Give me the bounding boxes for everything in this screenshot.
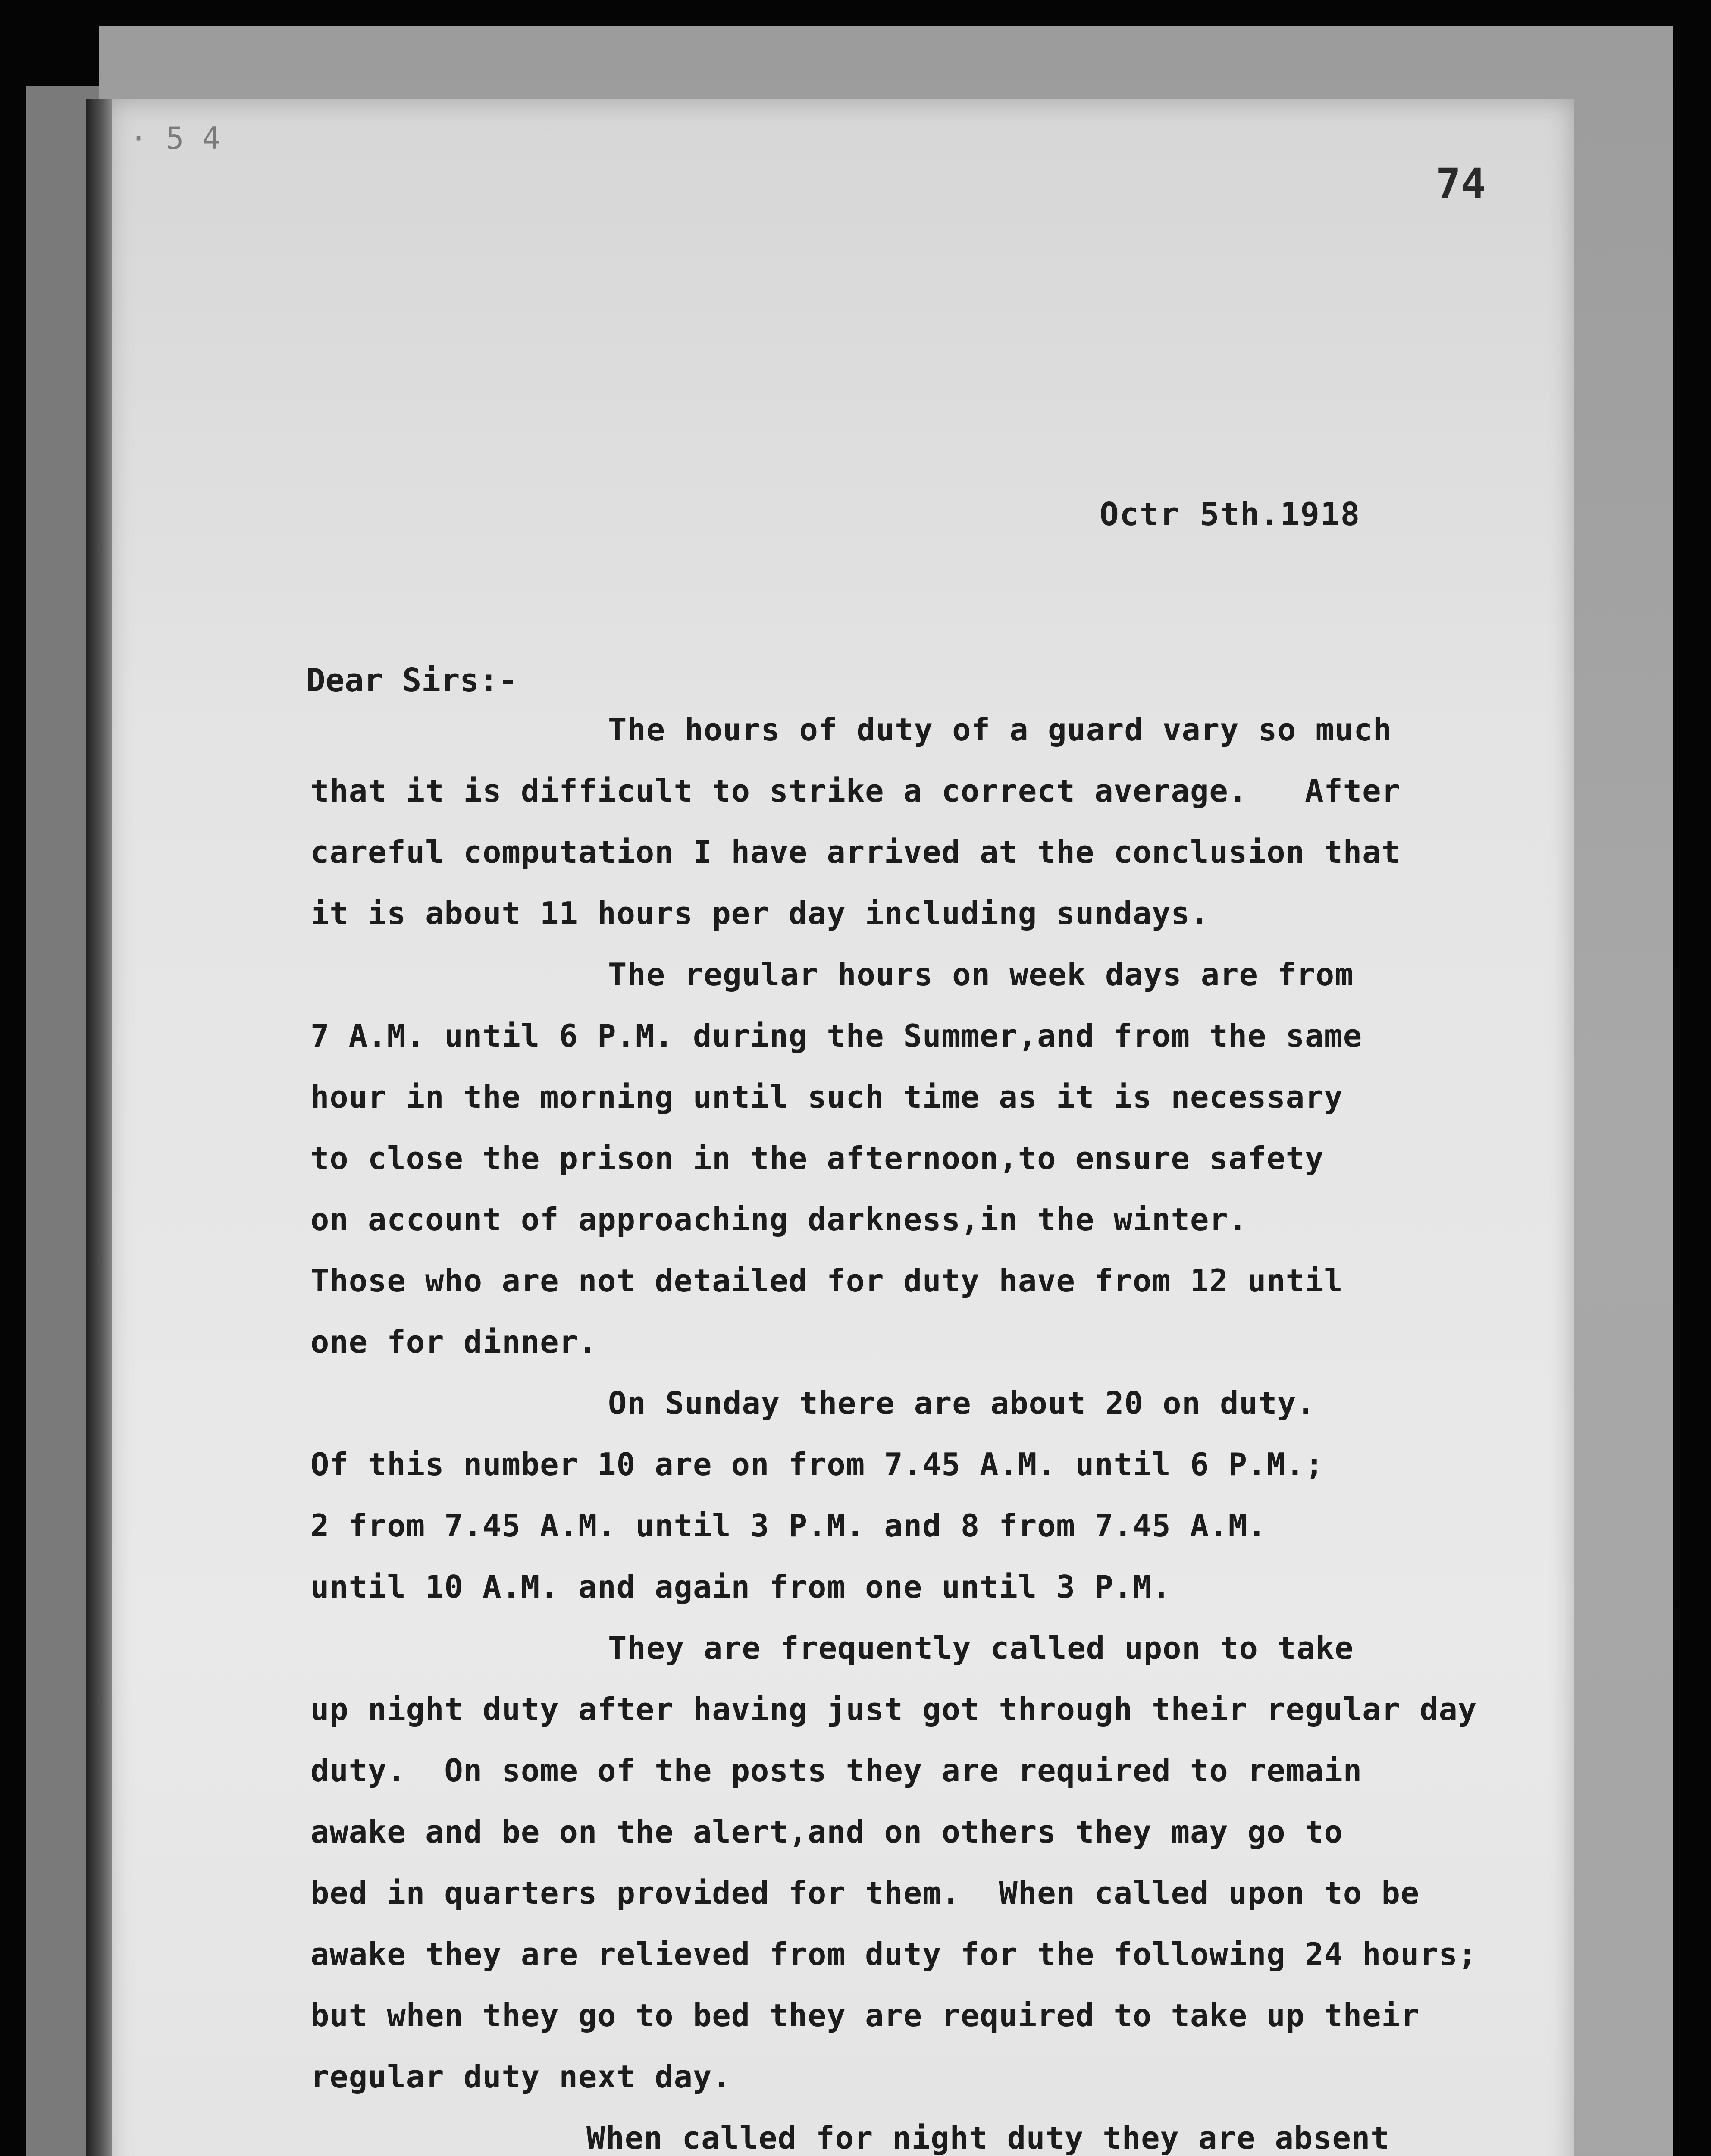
body-line: one for dinner.	[310, 1324, 598, 1360]
body-line: The regular hours on week days are from	[608, 956, 1354, 993]
body-line: awake they are relieved from duty for the following 24 hours;	[310, 1936, 1477, 1972]
body-line: but when they go to bed they are required to take up their	[310, 1997, 1420, 2034]
body-line: on account of approaching darkness,in the winter.	[310, 1201, 1248, 1238]
body-line: Those who are not detailed for duty have from 12 until	[310, 1263, 1343, 1299]
body-line: duty. On some of the posts they are required to remain	[310, 1752, 1363, 1789]
body-line: On Sunday there are about 20 on duty.	[608, 1385, 1316, 1421]
body-line: regular duty next day.	[310, 2059, 731, 2095]
body-line: They are frequently called upon to take	[608, 1630, 1354, 1666]
body-line: When called for night duty they are absent	[586, 2120, 1390, 2156]
body-line: 7 A.M. until 6 P.M. during the Summer,and from the same	[310, 1018, 1363, 1054]
body-line: careful computation I have arrived at the conclusion that	[310, 834, 1401, 870]
corner-mark: · 5 4	[129, 121, 220, 156]
body-line: to close the prison in the afternoon,to ensure safety	[310, 1140, 1324, 1176]
body-line: until 10 A.M. and again from one until 3 P.M.	[310, 1569, 1171, 1605]
body-line: bed in quarters provided for them. When called upon to be	[310, 1875, 1420, 1911]
sheet-left-edge	[86, 99, 112, 2156]
body-line: up night duty after having just got through their regular day	[310, 1691, 1477, 1727]
page-number: 74	[1436, 160, 1486, 208]
body-line: The hours of duty of a guard vary so much	[608, 711, 1392, 748]
body-line: awake and be on the alert,and on others they may go to	[310, 1814, 1343, 1850]
body-line: Of this number 10 are on from 7.45 A.M. until 6 P.M.;	[310, 1446, 1324, 1482]
body-line: hour in the morning until such time as it is necessary	[310, 1079, 1343, 1115]
body-line: that it is difficult to strike a correct average. After	[310, 773, 1401, 809]
body-line: it is about 11 hours per day including sundays.	[310, 895, 1210, 931]
body-line: 2 from 7.45 A.M. until 3 P.M. and 8 from 7.45 A.M.	[310, 1507, 1267, 1544]
salutation: Dear Sirs:-	[306, 662, 518, 699]
letter-date: Octr 5th.1918	[1100, 496, 1361, 533]
